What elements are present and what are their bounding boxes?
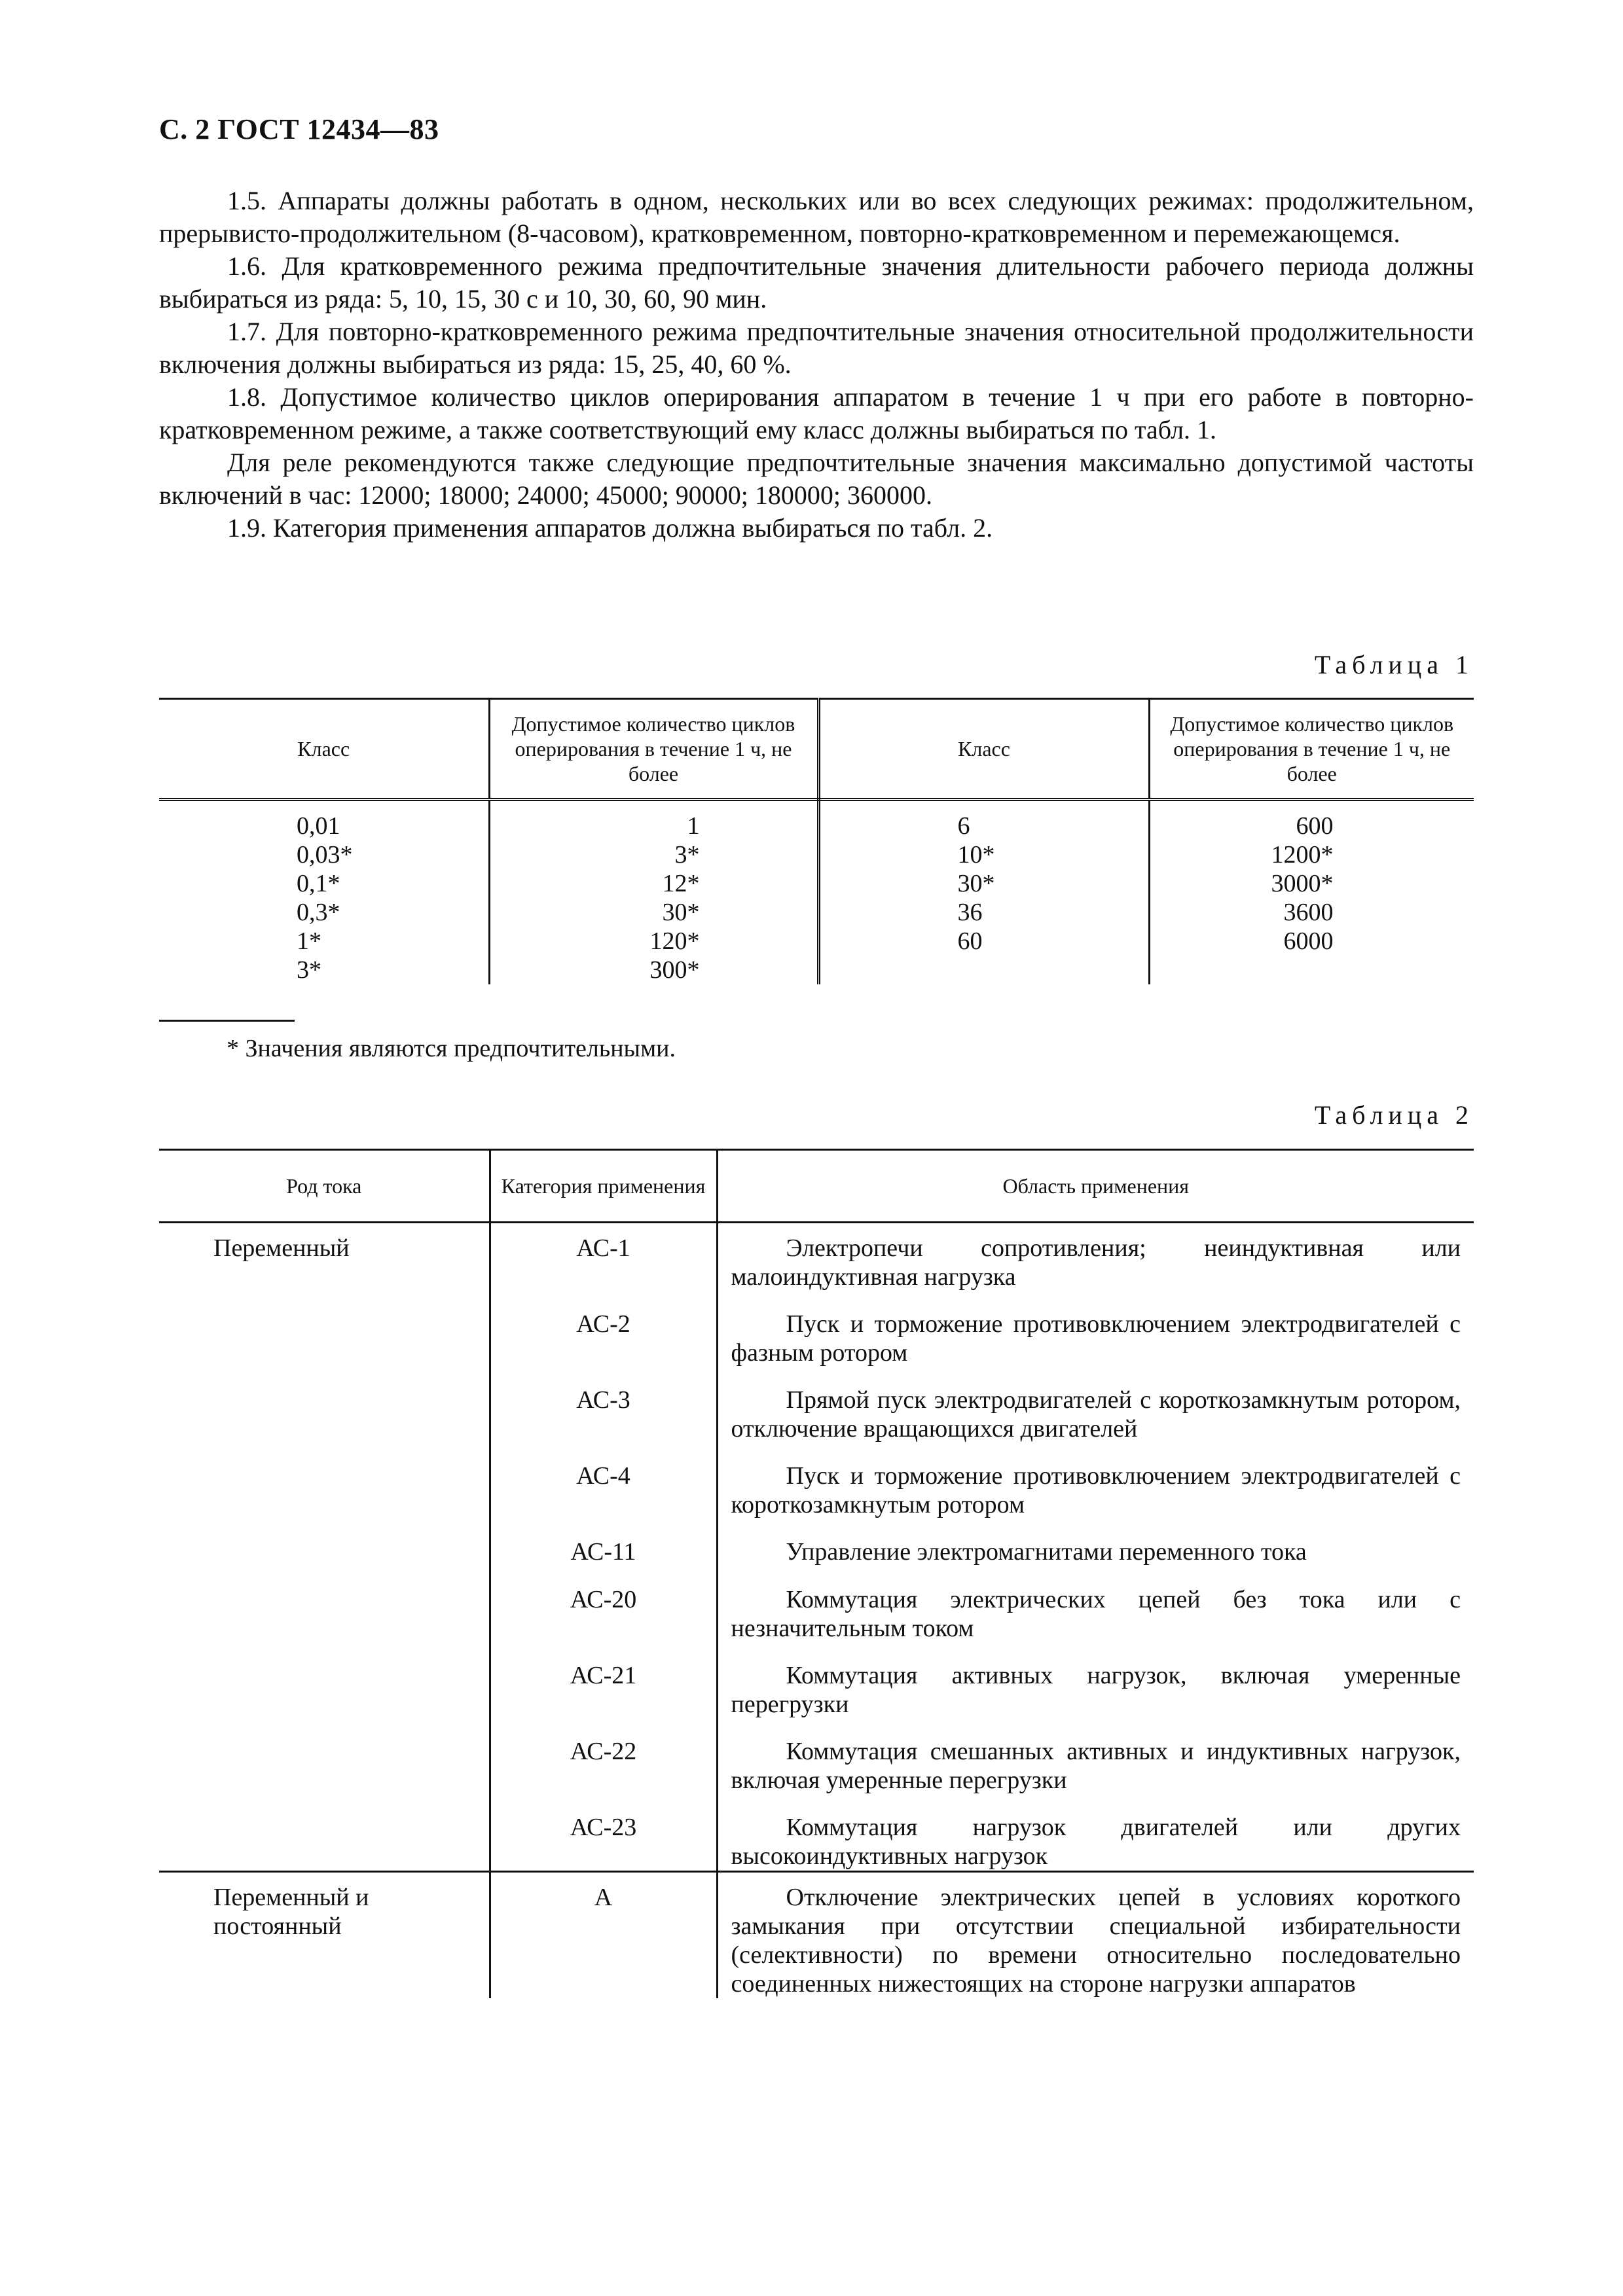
category-code: А [490,1872,717,1999]
class-value: 0,01 [297,812,340,840]
table-1-right-counts [1149,800,1474,985]
table-1-header-count: Допустимое количество циклов оперирования в течение 1 ч, не более [489,699,818,800]
table-1-left-counts [489,800,818,985]
category-code: АС-2 [490,1291,717,1367]
table-2-header-category: Категория применения [490,1150,717,1223]
table-1-left-classes [159,800,489,985]
count-value: 30* [662,899,700,926]
table-2-header-row [159,1150,1474,1223]
count-value: 120* [649,927,700,955]
application-area: Коммутация электрических цепей без тока или с незначительным током [731,1586,1461,1642]
count-value: 600 [1296,812,1334,840]
count-value: 3* [674,841,700,869]
class-value: 36 [957,899,983,926]
application-area: Электропечи сопротивления; неиндуктивная или малоиндуктивная нагрузка [731,1234,1461,1291]
application-area: Пуск и торможение противовключением электродвигателей с короткозамкнутым ротором [731,1462,1461,1518]
page-header: С. 2 ГОСТ 12434—83 [159,113,439,145]
table-1-right-classes [818,800,1149,985]
category-code: АС-3 [490,1367,717,1443]
count-value: 12* [662,870,700,897]
category-code: АС-21 [490,1643,717,1719]
class-value: 6 [957,812,970,840]
count-value: 1200* [1271,841,1334,869]
application-area: Прямой пуск электродвигателей с короткозамкнутым ротором, отключение вращающихся двигателей [731,1386,1461,1443]
paragraph-1-5: 1.5. Аппараты должны работать в одном, нескольких или во всех следующих режимах: продолжительном, прерывисто-продолжительном (8-часовом), кратковременном, повторно-кратковременном и перемежающемся. [159,186,1474,248]
category-code: АС-1 [490,1223,717,1292]
application-area: Коммутация нагрузок двигателей или других высокоиндуктивных нагрузок [731,1814,1461,1870]
current-type: Переменный [159,1223,490,1872]
application-area: Коммутация смешанных активных и индуктивных нагрузок, включая умеренные перегрузки [731,1738,1461,1794]
paragraph-1-8: 1.8. Допустимое количество циклов оперирования аппаратом в течение 1 ч при его работе в повторно-кратковременном режиме, а также соответствующий ему класс должны выбираться по табл. 1. [159,382,1474,444]
table-row [159,1223,1474,1292]
class-value: 3* [297,956,321,984]
table-1-header-class-2: Класс [818,699,1149,800]
table-row [159,1872,1474,1999]
paragraph-1-6: 1.6. Для кратковременного режима предпочтительные значения длительности рабочего периода должны выбираться из ряда: 5, 10, 15, 30 с и 10, 30, 60, 90 мин. [159,251,1474,314]
count-value: 1 [687,812,700,840]
count-value: 6000 [1283,927,1334,955]
paragraph-relay: Для реле рекомендуются также следующие предпочтительные значения максимально допустимой частоты включений в час: 12000; 18000; 24000; 45000; 90000; 180000; 360000. [159,448,1474,510]
current-type: Переменный и постоянный [159,1872,490,1999]
category-code: АС-20 [490,1567,717,1643]
table-1-title: Таблица 1 [1314,650,1474,679]
table-1-body-row [159,800,1474,985]
paragraph-1-7: 1.7. Для повторно-кратковременного режима предпочтительные значения относительной продолжительности включения должны выбираться из ряда: 15, 25, 40, 60 %. [159,317,1474,379]
table-2-header-area: Область применения [717,1150,1474,1223]
table-2-title: Таблица 2 [1314,1100,1474,1130]
class-value: 0,3* [297,899,340,926]
category-code: АС-11 [490,1519,717,1567]
class-value: 30* [957,870,995,897]
table-1-header-row [159,699,1474,800]
table-1 [159,698,1474,984]
count-value: 3600 [1283,899,1334,926]
class-value: 10* [957,841,995,869]
table-1-header-count-2: Допустимое количество циклов оперирования в течение 1 ч, не более [1149,699,1474,800]
category-code: АС-4 [490,1443,717,1519]
footnote-divider [159,1020,295,1022]
category-code: АС-23 [490,1795,717,1872]
body-text [159,185,1474,545]
class-value: 0,1* [297,870,340,897]
class-value: 1* [297,927,321,955]
count-value: 300* [649,956,700,984]
application-area: Отключение электрических цепей в условиях короткого замыкания при отсутствии специальной избирательности (селективности) по времени относительно последовательно соединенных нижестоящих на стороне нагрузки аппаратов [731,1884,1461,1998]
category-code: АС-22 [490,1719,717,1795]
class-value: 0,03* [297,841,353,869]
application-area: Пуск и торможение противовключением электродвигателей с фазным ротором [731,1310,1461,1367]
count-value: 3000* [1271,870,1334,897]
paragraph-1-9: 1.9. Категория применения аппаратов должна выбираться по табл. 2. [227,513,993,543]
footnote: * Значения являются предпочтительными. [227,1035,676,1062]
table-1-header-class: Класс [159,699,489,800]
table-2 [159,1149,1474,1998]
class-value: 60 [957,927,983,955]
application-area: Управление электромагнитами переменного тока [786,1538,1307,1566]
application-area: Коммутация активных нагрузок, включая умеренные перегрузки [731,1662,1461,1718]
table-2-header-current: Род тока [159,1150,490,1223]
